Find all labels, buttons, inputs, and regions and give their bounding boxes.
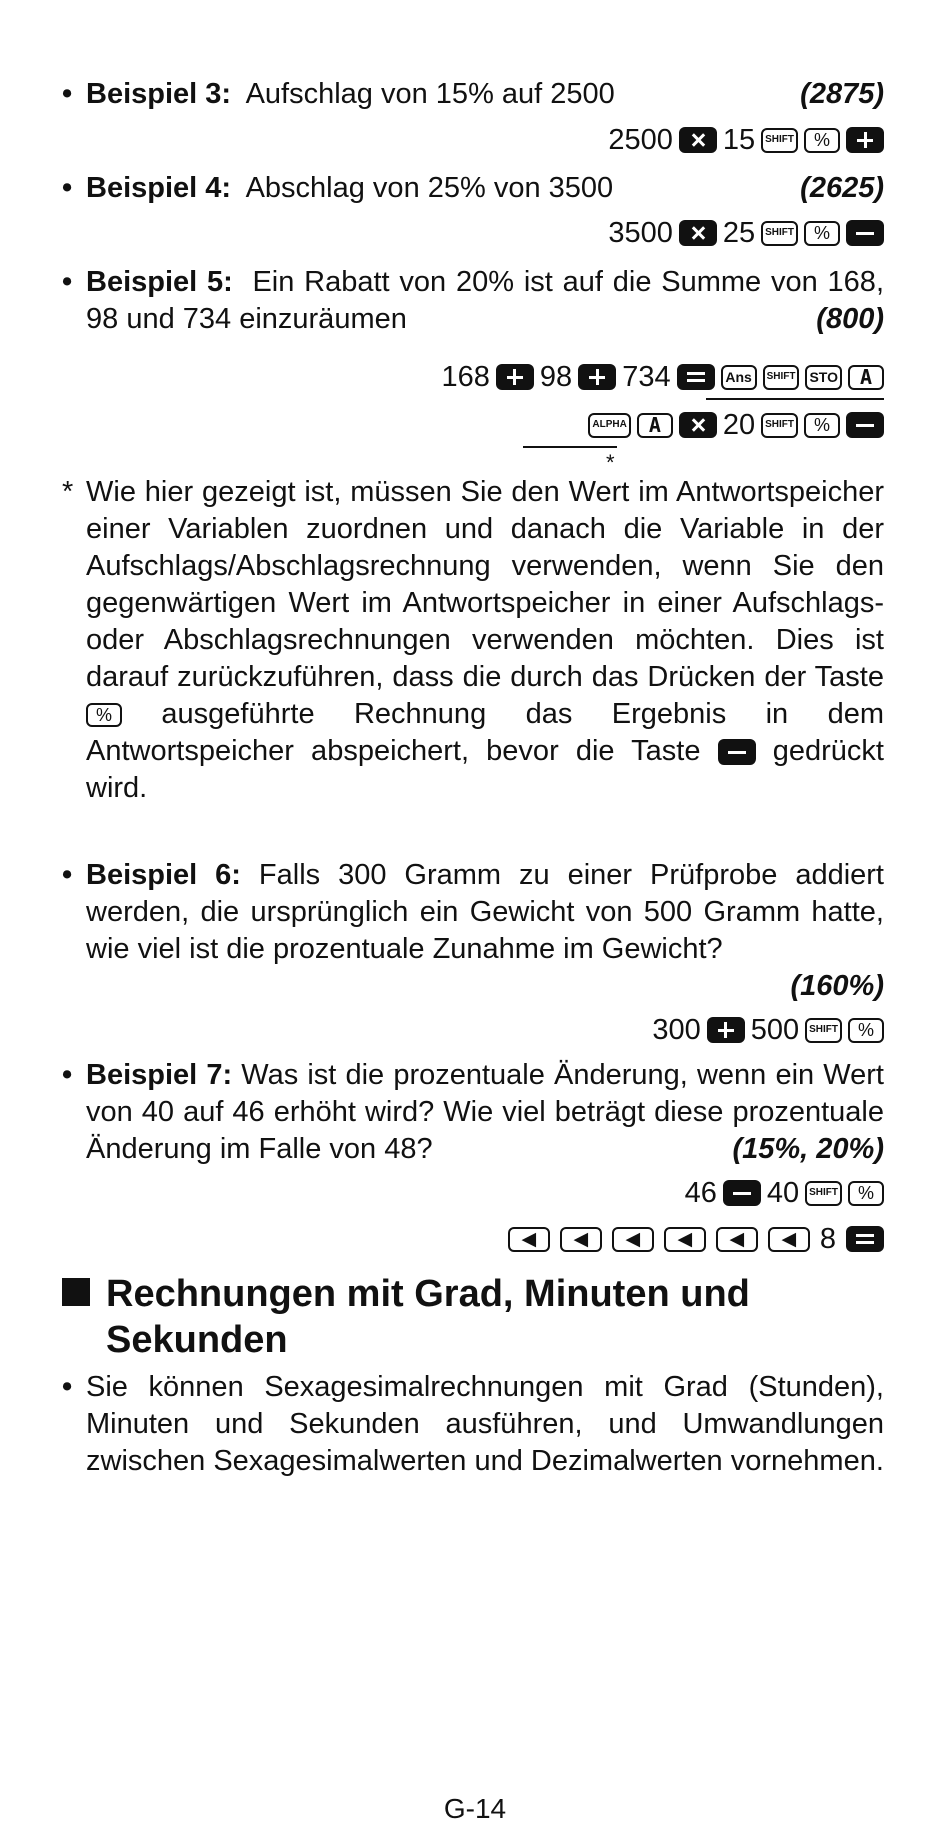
plus-key-icon (578, 364, 616, 390)
footnote-star: * (606, 450, 615, 475)
multiply-key-icon (679, 412, 717, 438)
example-description: Was ist die prozentuale Änderung, wenn ein Wert von 40 auf 46 erhöht wird? Wie viel beträgt diese prozentuale Änderung im Falle von 48? (86, 1059, 884, 1165)
footnote-text-part1: Wie hier gezeigt ist, müssen Sie den Wert im Antwortspeicher einer Variablen zuordnen und danach die Variable in der Aufschlags/Abschlagsrechnung verwenden, wenn Sie den gegenwärtigen Wert im Antwortspeicher in einer Aufschlags- oder Abschlagsrechnungen verwenden möchten. Dies ist darauf zurückzuführen, dass die durch das Drücken der Taste (86, 476, 884, 693)
example-5-text (86, 264, 884, 338)
example-description: Ein Rabatt von 20% ist auf die Summe von 168, 98 und 734 einzuräumen (86, 266, 884, 335)
percent-key-icon: % (804, 221, 840, 246)
minus-key-icon (718, 739, 756, 765)
left-arrow-key-icon: ◀ (716, 1227, 758, 1252)
a-key-icon: A (637, 413, 673, 438)
footnote (62, 474, 884, 807)
example-label: Beispiel 6: (86, 859, 241, 891)
bullet-dot: • (62, 266, 73, 298)
example-label: Beispiel 7: (86, 1059, 233, 1091)
section-title: Rechnungen mit Grad, Minuten und Sekunden (106, 1273, 750, 1361)
left-arrow-key-icon: ◀ (560, 1227, 602, 1252)
example-description: Aufschlag von 15% auf 2500 (245, 78, 615, 110)
example-5-keys-line1 (442, 358, 884, 396)
underline-store-sequence (706, 398, 884, 400)
bullet-dot: • (62, 78, 73, 110)
shift-key-icon: SHIFT (761, 413, 798, 438)
example-4-text (86, 170, 884, 207)
bullet-dot: • (62, 1059, 73, 1091)
alpha-key-icon: ALPHA (588, 413, 630, 438)
page-number: G-14 (443, 1793, 507, 1824)
key-number: 20 (722, 408, 756, 441)
example-4 (62, 170, 884, 207)
key-number: 98 (539, 360, 573, 393)
sto-key-icon: STO (805, 365, 842, 390)
example-5-keys-line2 (588, 406, 884, 444)
bullet-dot: • (62, 172, 73, 204)
example-6-text (86, 857, 884, 1002)
example-7-keys-line2 (508, 1220, 884, 1258)
example-3 (62, 76, 884, 113)
a-key-icon: A (848, 365, 884, 390)
example-label: Beispiel 3: (86, 78, 232, 110)
left-arrow-key-icon: ◀ (664, 1227, 706, 1252)
percent-key-icon: % (848, 1181, 884, 1206)
section-heading (62, 1271, 884, 1363)
key-number: 734 (622, 360, 671, 393)
example-label: Beispiel 4: (86, 172, 232, 204)
shift-key-icon: SHIFT (805, 1181, 842, 1206)
example-5 (62, 264, 884, 338)
bullet-dot: • (62, 1371, 73, 1403)
shift-key-icon: SHIFT (761, 128, 798, 153)
key-number: 300 (652, 1013, 701, 1046)
minus-key-icon (846, 220, 884, 246)
equals-key-icon (846, 1226, 884, 1252)
minus-key-icon (846, 412, 884, 438)
plus-key-icon (707, 1017, 745, 1043)
section-bullet (62, 1369, 884, 1480)
minus-key-icon (723, 1180, 761, 1206)
example-description: Abschlag von 25% von 3500 (245, 172, 614, 204)
key-number: 8 (819, 1222, 836, 1255)
shift-key-icon: SHIFT (763, 365, 800, 390)
footnote-text-part3: gedrückt wird. (86, 735, 884, 804)
footnote-text-part2: ausgeführte Rechnung das Ergebnis in dem Antwortspeicher abspeichert, bevor die Taste (86, 698, 884, 767)
example-7-text (86, 1057, 884, 1168)
key-number: 500 (750, 1013, 800, 1046)
example-result: (2625) (800, 172, 884, 204)
example-result: (160%) (790, 970, 884, 1002)
bullet-dot: • (62, 859, 73, 891)
example-6-keys (652, 1011, 884, 1049)
square-bullet-icon (62, 1278, 90, 1306)
example-description: Falls 300 Gramm zu einer Prüfprobe addiert werden, die ursprünglich ein Gewicht von 500 Gramm hatte, wie viel ist die prozentuale Zunahme im Gewicht? (86, 859, 884, 965)
example-label: Beispiel 5: (86, 266, 233, 298)
key-number: 2500 (608, 123, 673, 156)
example-3-text (86, 76, 884, 113)
section-bullet-text: Sie können Sexagesimalrechnungen mit Grad (Stunden), Minuten und Sekunden ausführen, und Umwandlungen zwischen Sexagesimalwerten und Dezimalwerten vornehmen. (86, 1371, 884, 1477)
example-result: (800) (816, 303, 884, 335)
plus-key-icon (846, 127, 884, 153)
key-number: 3500 (608, 216, 673, 249)
example-3-keys (608, 121, 884, 159)
shift-key-icon: SHIFT (805, 1018, 842, 1043)
key-number: 40 (766, 1176, 800, 1209)
example-4-keys (608, 214, 884, 252)
left-arrow-key-icon: ◀ (768, 1227, 810, 1252)
percent-key-icon: % (804, 128, 840, 153)
key-number: 46 (684, 1176, 717, 1209)
key-number: 168 (441, 360, 490, 393)
shift-key-icon: SHIFT (761, 221, 798, 246)
multiply-key-icon (679, 127, 717, 153)
example-result: (15%, 20%) (732, 1133, 884, 1165)
example-7-keys-line1 (685, 1174, 884, 1212)
multiply-key-icon (679, 220, 717, 246)
footnote-text (86, 474, 884, 807)
percent-key-icon: % (848, 1018, 884, 1043)
example-result: (2875) (800, 78, 884, 110)
percent-key-icon: % (86, 703, 122, 727)
left-arrow-key-icon: ◀ (508, 1227, 550, 1252)
key-number: 25 (722, 216, 756, 249)
footnote-marker: * (62, 476, 74, 508)
underline-recall-sequence (523, 446, 617, 448)
plus-key-icon (496, 364, 534, 390)
example-7 (62, 1057, 884, 1168)
percent-key-icon: % (804, 413, 840, 438)
key-number: 15 (722, 123, 756, 156)
example-6 (62, 857, 884, 1005)
equals-key-icon (677, 364, 715, 390)
ans-key-icon: Ans (721, 365, 757, 390)
left-arrow-key-icon: ◀ (612, 1227, 654, 1252)
